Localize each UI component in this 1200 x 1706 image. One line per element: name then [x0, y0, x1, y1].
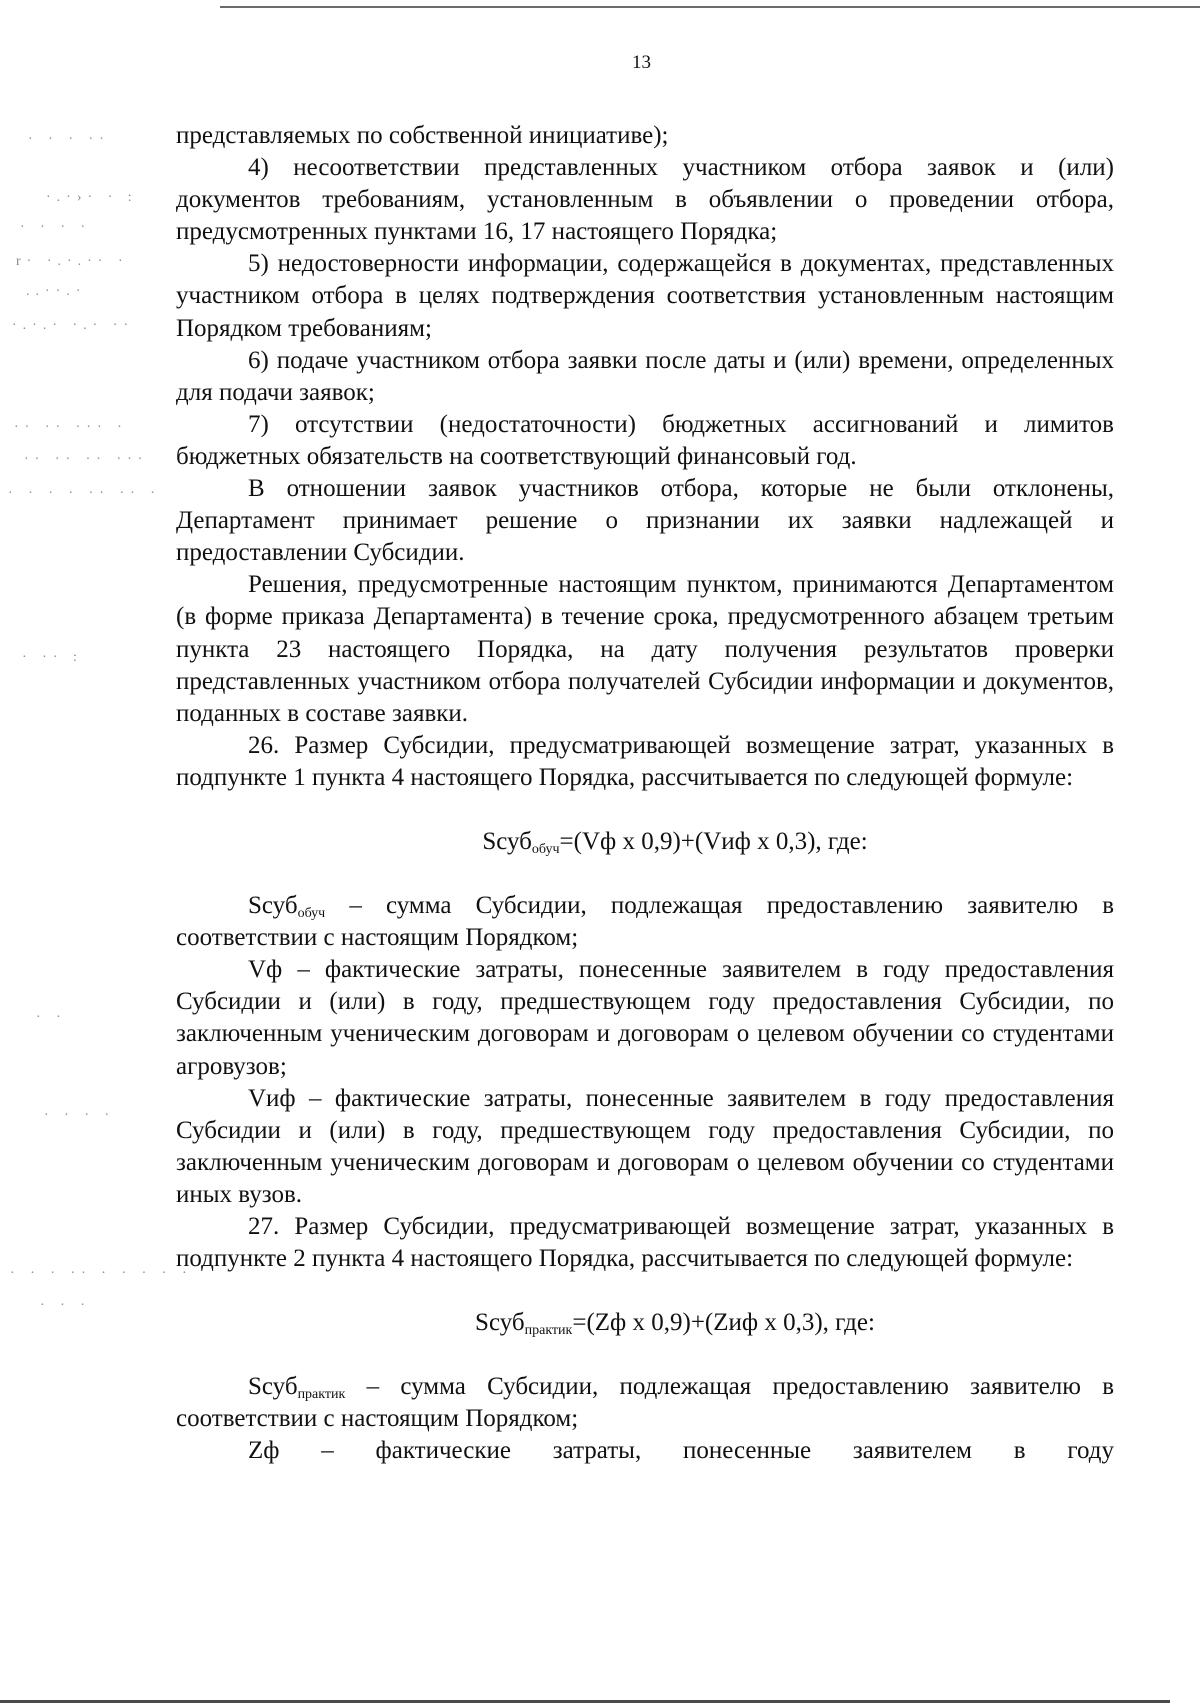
paragraph: 5) недостоверности информации, содержащейся в документах, представленных участником отбора в целях подтверждения соответствия установленным настоящим Порядком требованиям;: [176, 250, 1114, 342]
scan-speckle: ·· ·· ··· ·: [14, 420, 128, 435]
spacer: [176, 1275, 1114, 1307]
scan-edge-bottom: [0, 1700, 1170, 1703]
definition-paragraph: [176, 1371, 1114, 1435]
paragraph: Vф – фактические затраты, понесенные заявителем в году предоставления Субсидии и (или) в году, предшествующем году предоставления Субсидии, по заключенным ученическим договорам и договорам о целевом обучении со студентами агровузов;: [176, 956, 1114, 1080]
paragraph: 7) отсутствии (недостаточности) бюджетных ассигнований и лимитов бюджетных обязательств на соответствующий финансовый год.: [176, 410, 1114, 470]
scan-speckle: · ·· :: [22, 650, 83, 665]
spacer: [176, 1339, 1114, 1371]
scan-speckle: · · · ·: [20, 220, 92, 235]
scan-speckle: · · · ·· · · · · ·: [10, 1266, 193, 1281]
scan-speckle: · ·: [36, 1010, 67, 1025]
spacer: [176, 794, 1114, 826]
definition-subscript: обуч: [297, 906, 326, 922]
paragraph: 6) подаче участником отбора заявки после даты и (или) времени, определенных для подачи заявок;: [176, 346, 1114, 406]
definition-term: Sсуб: [248, 892, 298, 920]
formula-rhs: =(Zф х 0,9)+(Zиф х 0,3), где:: [572, 1309, 875, 1337]
scan-speckle: · · · ··: [28, 132, 110, 147]
formula-lhs: Sсуб: [475, 1309, 525, 1337]
definition-term: Sсуб: [248, 1373, 298, 1401]
formula-subsidy-practice: [176, 1307, 1114, 1339]
page-number: 13: [632, 52, 651, 73]
paragraph-last-line: Zф – фактические затраты, понесенные заявителем в году: [248, 1437, 1114, 1465]
spacer: [176, 858, 1114, 890]
definition-text: – сумма Субсидии, подлежащая предоставлению заявителю в соответствии с настоящим Порядком;: [176, 1373, 1114, 1433]
paragraph: В отношении заявок участников отбора, которые не были отклонены, Департамент принимает решение о признании их заявки надлежащей и предоставлении Субсидии.: [176, 475, 1114, 567]
scan-speckle: r· ·.·.·· ·: [16, 254, 129, 269]
paragraph: Vиф – фактические затраты, понесенные заявителем в году предоставления Субсидии и (или) в году, предшествующем году предоставления Субсидии, по заключенным ученическим договорам и договорам о целевом обучении со студентами иных вузов.: [176, 1084, 1114, 1208]
formula-rhs: =(Vф х 0,9)+(Vиф х 0,3), где:: [559, 827, 868, 855]
scan-speckle: ·· ·· ·· ···: [24, 452, 149, 467]
paragraph: 27. Размер Субсидии, предусматривающей возмещение затрат, указанных в подпункте 2 пункта 4 настоящего Порядка, рассчитывается по следующей формуле:: [176, 1213, 1114, 1273]
paragraph: 26. Размер Субсидии, предусматривающей возмещение затрат, указанных в подпункте 1 пункта 4 настоящего Порядка, рассчитывается по следующей формуле:: [176, 731, 1114, 791]
paragraph: представляемых по собственной инициативе);: [176, 122, 669, 149]
scan-speckle: ·.·›· · :: [46, 190, 138, 205]
formula-subscript: обуч: [531, 841, 560, 857]
formula-subscript: практик: [524, 1323, 573, 1339]
scan-speckle: · · ·: [40, 1298, 91, 1313]
paragraph: 4) несоответствии представленных участником отбора заявок и (или) документов требованиям, установленным в объявлении о проведении отбора, предусмотренных пунктами 16, 17 настоящего Порядка;: [176, 154, 1114, 246]
scan-speckle: · · · ·: [44, 1108, 116, 1123]
scan-speckle: ·.·.· ·.· ··: [12, 318, 135, 333]
definition-subscript: практик: [297, 1387, 346, 1403]
definition-paragraph: [176, 890, 1114, 954]
formula-subsidy-training: [176, 826, 1114, 858]
scan-speckle: ..··.·: [26, 284, 87, 299]
paragraph: Решения, предусмотренные настоящим пунктом, принимаются Департаментом (в форме приказа Департамента) в течение срока, предусмотренного абзацем третьим пункта 23 настоящего Порядка, на дату получения результатов проверки представленных участником отбора получателей Субсидии информации и документов, поданных в составе заявки.: [176, 571, 1114, 727]
document-body: [176, 120, 1114, 1468]
scan-edge-top: [220, 6, 1200, 8]
scan-speckle: · · · · ·· ·· ·: [8, 486, 161, 501]
definition-text: – сумма Субсидии, подлежащая предоставлению заявителю в соответствии с настоящим Порядком;: [176, 892, 1114, 952]
formula-lhs: Sсуб: [482, 827, 532, 855]
